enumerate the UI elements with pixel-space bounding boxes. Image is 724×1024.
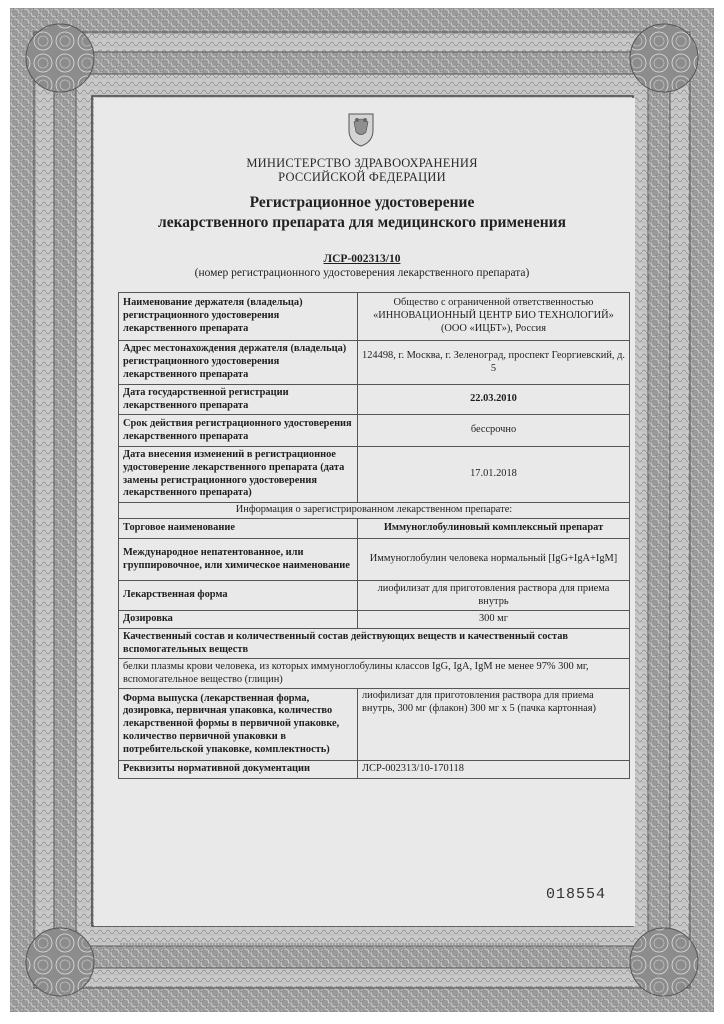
table-row (119, 503, 630, 519)
ministry-name-line2: РОССИЙСКОЙ ФЕДЕРАЦИИ (278, 170, 446, 184)
table-row (119, 293, 630, 341)
table-row (119, 385, 630, 415)
validity-label: Срок действия регистрационного удостоверения лекарственного препарата (119, 415, 358, 447)
release-form-value: лиофилизат для приготовления раствора для приема внутрь, 300 мг (флакон) 300 мг x 5 (пачка картонная) (358, 689, 630, 761)
dosage-form-label: Лекарственная форма (119, 581, 358, 611)
table-row (119, 519, 630, 539)
table-row (119, 611, 630, 629)
registration-number (0, 253, 724, 265)
ministry-name-line1: МИНИСТЕРСТВО ЗДРАВООХРАНЕНИЯ (246, 156, 478, 170)
inn-value: Иммуноглобулин человека нормальный [IgG+IgA+IgM] (358, 539, 630, 581)
holder-name-value: Общество с ограниченной ответственностью «ИННОВАЦИОННЫЙ ЦЕНТР БИО ТЕХНОЛОГИЙ» (ООО «ИЦБТ»), Россия (358, 293, 630, 341)
regulatory-docs-value: ЛСР-002313/10-170118 (358, 761, 630, 779)
composition-value: белки плазмы крови человека, из которых иммуноглобулины классов IgG, IgA, IgM не менее 97% 300 мг, вспомогательное вещество (глицин) (119, 659, 630, 689)
table-row (119, 659, 630, 689)
certificate-table (118, 292, 630, 779)
regulatory-docs-label: Реквизиты нормативной документации (119, 761, 358, 779)
table-row (119, 581, 630, 611)
table-row (119, 761, 630, 779)
holder-address-label: Адрес местонахождения держателя (владельца) регистрационного удостоверения лекарственного препарата (119, 341, 358, 385)
holder-address-value: 124498, г. Москва, г. Зеленоград, проспект Георгиевский, д. 5 (358, 341, 630, 385)
registration-date-value: 22.03.2010 (358, 385, 630, 415)
changes-date-label: Дата внесения изменений в регистрационное удостоверение лекарственного препарата (дата замены регистрационного удостоверения лекарственного препарата) (119, 447, 358, 503)
info-header: Информация о зарегистрированном лекарственном препарате: (119, 503, 630, 519)
table-row (119, 341, 630, 385)
document-title-line1: Регистрационное удостоверение (249, 194, 475, 211)
table-row (119, 629, 630, 659)
holder-name-label: Наименование держателя (владельца) регистрационного удостоверения лекарственного препарата (119, 293, 358, 341)
document-title-line2: лекарственного препарата для медицинского применения (158, 214, 566, 231)
dosage-form-value: лиофилизат для приготовления раствора для приема внутрь (358, 581, 630, 611)
validity-value: бессрочно (358, 415, 630, 447)
table-row (119, 539, 630, 581)
registration-number-value: ЛСР-002313/10 (323, 253, 401, 265)
composition-label: Качественный состав и количественный состав действующих веществ и качественный состав вспомогательных веществ (119, 629, 630, 659)
registration-date-label: Дата государственной регистрации лекарственного препарата (119, 385, 358, 415)
dose-value: 300 мг (358, 611, 630, 629)
table-row (119, 447, 630, 503)
inn-label: Международное непатентованное, или группировочное, или химическое наименование (119, 539, 358, 581)
coat-of-arms-icon (344, 110, 378, 148)
serial-number: 018554 (546, 886, 607, 903)
table-row (119, 415, 630, 447)
table-row (119, 689, 630, 761)
microtext-line (120, 933, 600, 937)
trade-name-label: Торговое наименование (119, 519, 358, 539)
release-form-label: Форма выпуска (лекарственная форма, дозировка, первичная упаковка, количество лекарственной формы в первичной упаковке, количество первичной упаковки в потребительской упаковке, комплектность) (119, 689, 358, 761)
registration-number-caption: (номер регистрационного удостоверения лекарственного препарата) (194, 267, 530, 279)
changes-date-value: 17.01.2018 (358, 447, 630, 503)
trade-name-value: Иммуноглобулиновый комплексный препарат (358, 519, 630, 539)
dose-label: Дозировка (119, 611, 358, 629)
